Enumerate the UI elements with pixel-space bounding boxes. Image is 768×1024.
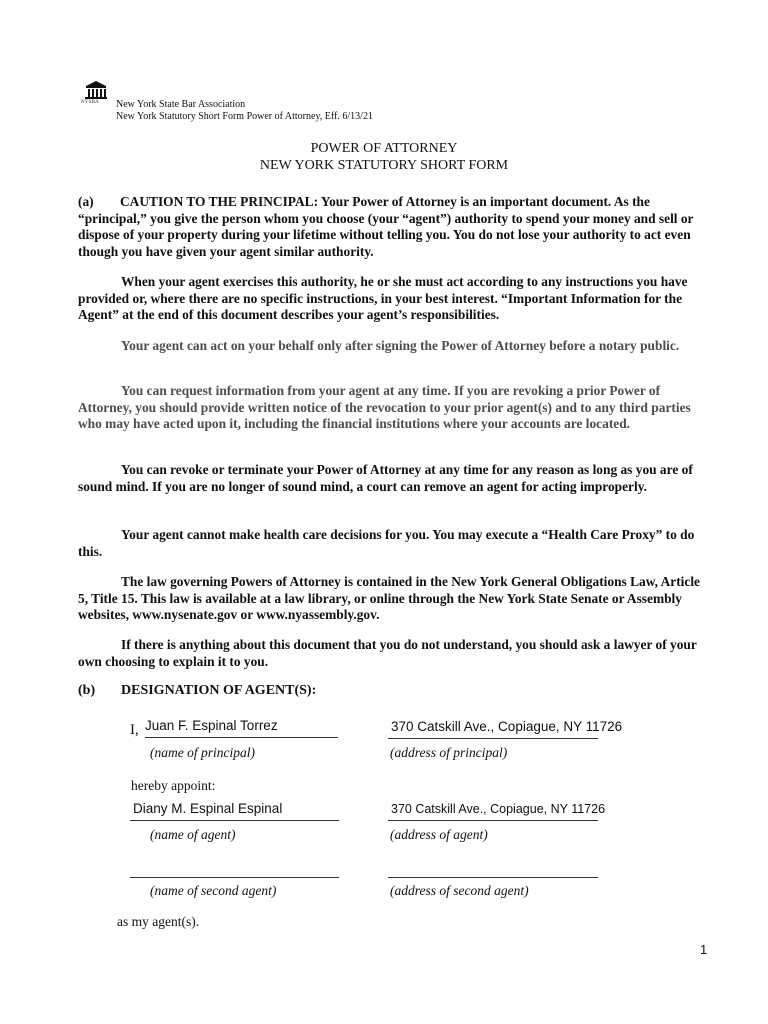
- caution-paragraph: [78, 194, 702, 260]
- paragraph-governing-law: The law governing Powers of Attorney is contained in the New York General Obligations Law, Article 5, Title 15. This law is available at a law library, or online through the New York State Senate or Assembly websites, www.nysenate.gov or www.nyassembly.gov.: [78, 574, 700, 623]
- paragraph-agent-authority: When your agent exercises this authority, he or she must act according to any instructions you have provided or, where there are no specific instructions, in your best interest. “Important Information for the Agent” at the end of this document describes your agent’s responsibilities.: [78, 274, 688, 323]
- agent-address-line: [388, 820, 598, 821]
- caution-text: CAUTION TO THE PRINCIPAL: Your Power of Attorney is an important document. As the “principal,” you give the person whom you choose (your “agent”) authority to spend your money and sell or dispose of your property during your lifetime without telling you. You do not lose your authority to act even though you have given your agent similar authority.: [78, 194, 694, 259]
- principal-address-field[interactable]: 370 Catskill Ave., Copiague, NY 11726: [391, 719, 623, 734]
- i-prefix: I,: [130, 722, 139, 738]
- principal-address-line: [388, 738, 598, 739]
- as-my-agents-text: as my agent(s).: [117, 914, 200, 929]
- hereby-appoint-text: hereby appoint:: [131, 778, 216, 793]
- caption-name-of-principal: (name of principal): [150, 745, 255, 760]
- document-title: POWER OF ATTORNEY: [310, 141, 458, 156]
- caption-address-of-agent: (address of agent): [390, 827, 488, 842]
- paragraph-revoke: You can revoke or terminate your Power of Attorney at any time for any reason as long as you are of sound mind. If you are no longer of sound mind, a court can remove an agent for acting improperly.: [78, 462, 693, 494]
- caption-name-of-second-agent: (name of second agent): [150, 883, 277, 898]
- paragraph-request-information: You can request information from your agent at any time. If you are revoking a prior Power of Attorney, you should provide written notice of the revocation to your prior agent(s) and to any third parties who may have acted upon it, including the financial institutions where your accounts are located.: [78, 383, 691, 432]
- paragraph-notary: Your agent can act on your behalf only after signing the Power of Attorney before a notary public.: [121, 338, 680, 353]
- nysba-logo: [84, 80, 108, 100]
- caption-address-of-principal: (address of principal): [390, 745, 508, 760]
- designation-heading: [78, 683, 316, 699]
- form-name: New York Statutory Short Form Power of Attorney, Eff. 6/13/21: [116, 111, 373, 122]
- logo-caption: NYSBA: [81, 100, 99, 105]
- section-a-label: (a): [78, 194, 94, 209]
- agent-name-field[interactable]: Diany M. Espinal Espinal: [133, 801, 283, 816]
- caption-address-of-second-agent: (address of second agent): [390, 883, 529, 898]
- principal-name-field[interactable]: Juan F. Espinal Torrez: [145, 718, 278, 733]
- section-b-label: (b): [78, 683, 96, 698]
- caption-name-of-agent: (name of agent): [150, 827, 236, 842]
- agent-address-field[interactable]: 370 Catskill Ave., Copiague, NY 11726: [391, 802, 606, 816]
- org-name: New York State Bar Association: [116, 99, 246, 110]
- header-text: [116, 99, 373, 123]
- second-agent-name-line: [130, 877, 339, 878]
- page-number: 1: [700, 942, 708, 957]
- designation-heading-text: DESIGNATION OF AGENT(S):: [121, 683, 317, 698]
- agent-name-line: [130, 820, 339, 821]
- paragraph-ask-lawyer: If there is anything about this document that you do not understand, you should ask a lawyer of your own choosing to explain it to you.: [78, 637, 697, 669]
- principal-name-line: [145, 737, 338, 738]
- paragraph-health-care: Your agent cannot make health care decisions for you. You may execute a “Health Care Proxy” to do this.: [78, 527, 695, 559]
- second-agent-address-line: [388, 877, 598, 878]
- document-subtitle: NEW YORK STATUTORY SHORT FORM: [259, 158, 509, 173]
